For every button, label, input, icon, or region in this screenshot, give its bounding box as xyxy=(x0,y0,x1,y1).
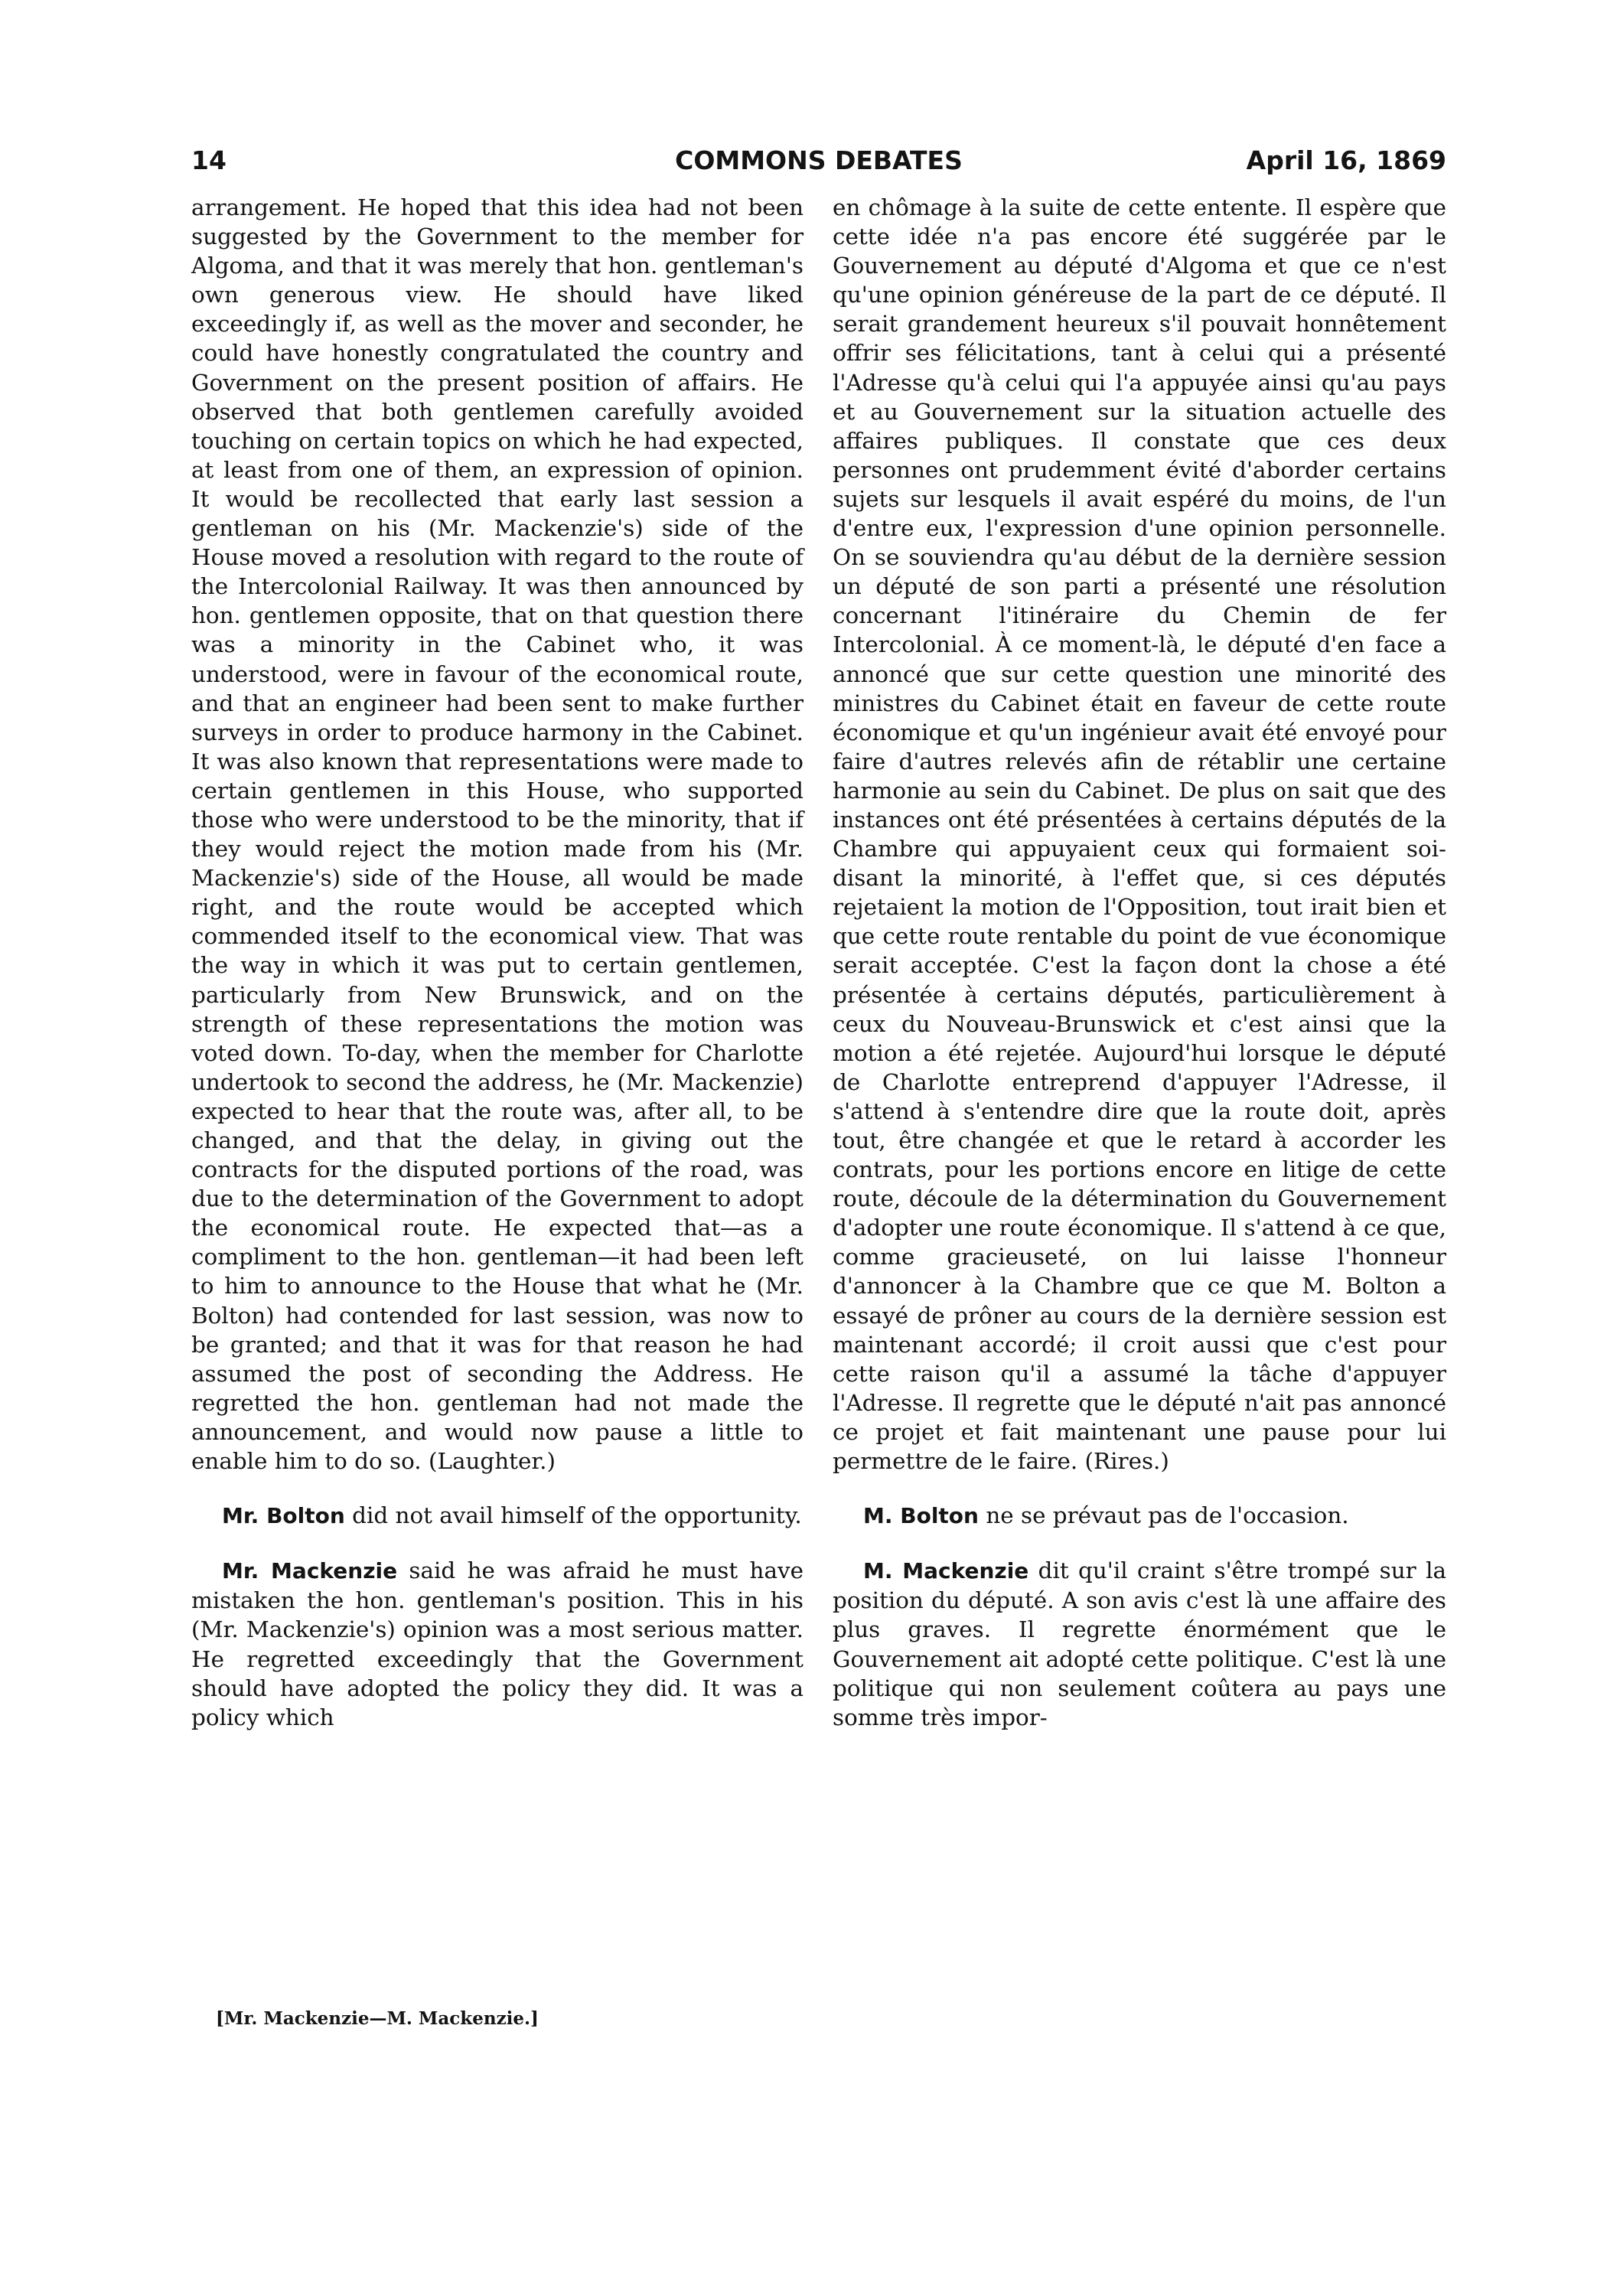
english-column xyxy=(191,193,804,1732)
english-paragraph-1: arrangement. He hoped that this idea had not been suggested by the Government to the member for Algoma, and that it was merely that hon. gentleman's own generous view. He should have liked exceedingly if, as well as the mover and seconder, he could have honestly congratulated the country and Government on the present position of affairs. He observed that both gentlemen carefully avoided touching on certain topics on which he had expected, at least from one of them, an expression of opinion. It would be recollected that early last session a gentleman on his (Mr. Mackenzie's) side of the House moved a resolution with regard to the route of the Intercolonial Railway. It was then announced by hon. gentlemen opposite, that on that question there was a minority in the Cabinet who, it was understood, were in favour of the economical route, and that an engineer had been sent to make further surveys in order to produce harmony in the Cabinet. It was also known that representations were made to certain gentlemen in this House, who supported those who were understood to be the minority, that if they would reject the motion made from his (Mr. Mackenzie's) side of the House, all would be made right, and the route would be accepted which commended itself to the economical view. That was the way in which it was put to certain gentlemen, particularly from New Brunswick, and on the strength of these representations the motion was voted down. To-day, when the member for Charlotte undertook to second the address, he (Mr. Mackenzie) expected to hear that the route was, after all, to be changed, and that the delay, in giving out the contracts for the disputed portions of the road, was due to the determination of the Government to adopt the economical route. He expected that—as a compliment to the hon. gentleman—it had been left to him to announce to the House that what he (Mr. Bolton) had contended for last session, was now to be granted; and that it was for that reason he had assumed the post of seconding the Address. He regretted the hon. gentleman had not made the announcement, and would now pause a little to enable him to do so. (Laughter.) xyxy=(191,194,804,1475)
english-paragraph-2 xyxy=(191,1501,804,1531)
speech-text: ne se prévaut pas de l'occasion. xyxy=(978,1502,1349,1529)
french-paragraph-2 xyxy=(833,1501,1446,1531)
speaker-name: Mr. Bolton xyxy=(222,1503,345,1529)
french-column xyxy=(833,193,1446,1732)
page-header xyxy=(191,145,1446,184)
speaker-name: M. Bolton xyxy=(863,1503,979,1529)
speech-text: said he was afraid he must have mistaken the hon. gentleman's position. This in his (Mr. Mackenzie's) opinion was a most serious matter. He regretted exceedingly that the Government should have adopted the policy they did. It was a policy which xyxy=(191,1557,804,1730)
french-paragraph-1: en chômage à la suite de cette entente. Il espère que cette idée n'a pas encore été suggérée par le Gouvernement au député d'Algoma et que ce n'est qu'une opinion généreuse de la part de ce député. Il serait grandement heureux s'il pouvait honnêtement offrir ses félicitations, tant à celui qui a présenté l'Adresse qu'à celui qui l'a appuyée ainsi qu'au pays et au Gouvernement sur la situation actuelle des affaires publiques. Il constate que ces deux personnes ont prudemment évité d'aborder certains sujets sur lesquels il avait espéré du moins, de l'un d'entre eux, l'expression d'une opinion personnelle. On se souviendra qu'au début de la dernière session un député de son parti a présenté une résolution concernant l'itinéraire du Chemin de fer Intercolonial. À ce moment-là, le député d'en face a annoncé que sur cette question une minorité des ministres du Cabinet était en faveur de cette route économique et qu'un ingénieur avait été envoyé pour faire d'autres relevés afin de rétablir une certaine harmonie au sein du Cabinet. De plus on sait que des instances ont été présentées à certains députés de la Chambre qui appuyaient ceux qui formaient soi-disant la minorité, à l'effet que, si ces députés rejetaient la motion de l'Opposition, tout irait bien et que cette route rentable du point de vue économique serait acceptée. C'est la façon dont la chose a été présentée à certains députés, particulièrement à ceux du Nouveau-Brunswick et c'est ainsi que la motion a été rejetée. Aujourd'hui lorsque le député de Charlotte entreprend d'appuyer l'Adresse, il s'attend à s'entendre dire que la route doit, après tout, être changée et que le retard à accorder les contrats, pour les portions encore en litige de cette route, découle de la détermination du Gouvernement d'adopter une route économique. Il s'attend à ce que, comme gracieuseté, on lui laisse l'honneur d'annoncer à la Chambre que ce que M. Bolton a essayé de prôner au cours de la dernière session est maintenant accordé; il croit aussi que c'est pour cette raison qu'il a assumé la tâche d'appuyer l'Adresse. Il regrette que le député n'ait pas annoncé ce projet et fait maintenant une pause pour lui permettre de le faire. (Rires.) xyxy=(833,194,1446,1475)
page-number: 14 xyxy=(191,145,227,175)
english-paragraph-3 xyxy=(191,1556,804,1732)
page-footer: [Mr. Mackenzie—M. Mackenzie.] xyxy=(216,2008,539,2029)
speaker-name: M. Mackenzie xyxy=(863,1558,1029,1584)
speech-text: did not avail himself of the opportunity. xyxy=(344,1502,802,1529)
speech-text: dit qu'il craint s'être trompé sur la position du député. A son avis c'est là une affaire des plus graves. Il regrette énormément que le Gouvernement ait adopté cette politique. C'est là une politique qui non seulement coûtera au pays une somme très impor- xyxy=(833,1557,1447,1730)
french-paragraph-3 xyxy=(833,1556,1446,1732)
speaker-name: Mr. Mackenzie xyxy=(222,1558,398,1584)
publication-title: COMMONS DEBATES xyxy=(675,145,963,175)
page-date: April 16, 1869 xyxy=(1246,145,1446,175)
